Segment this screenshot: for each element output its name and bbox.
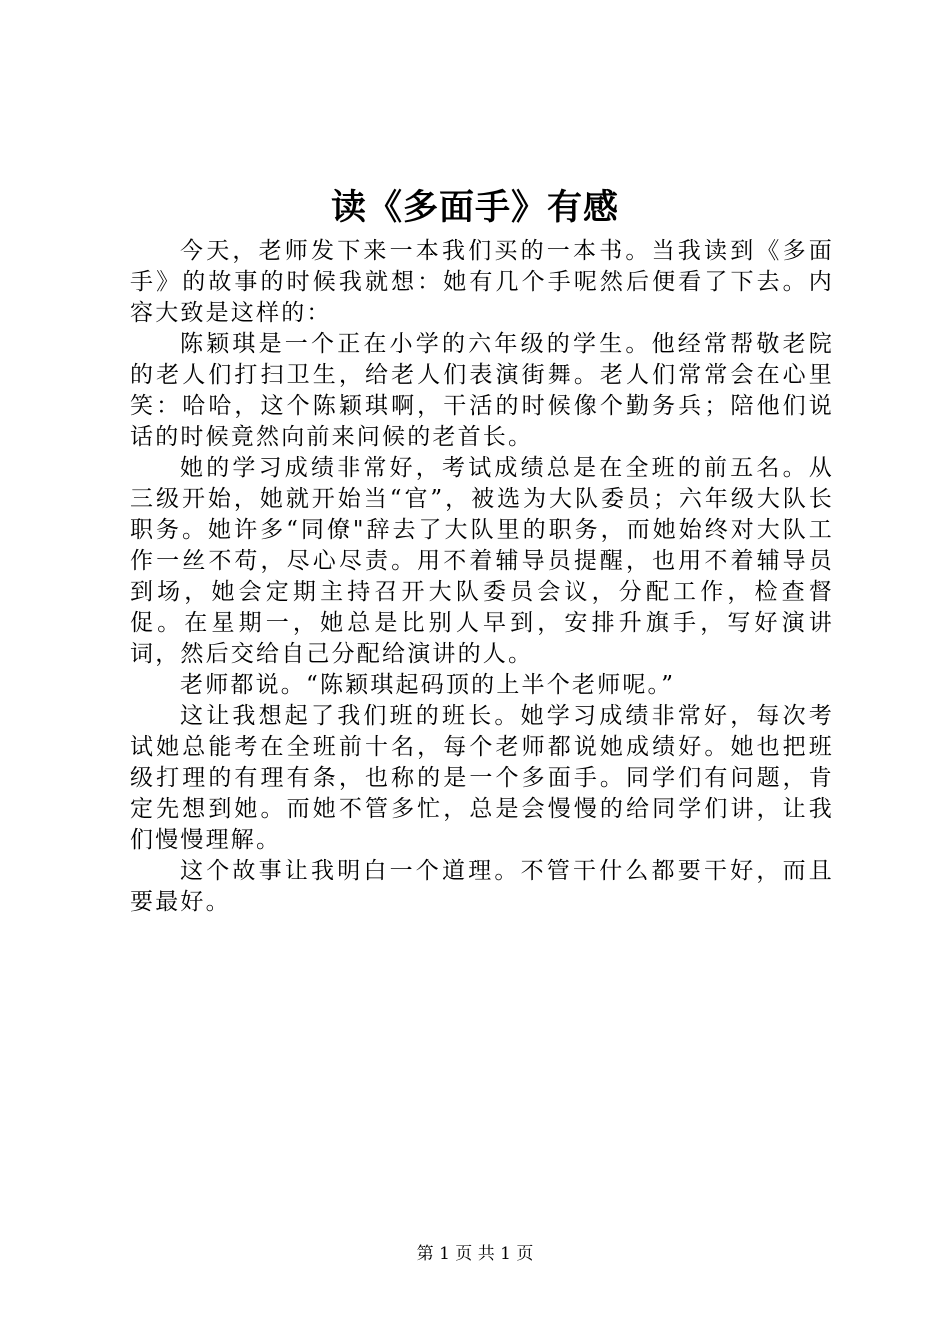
document-title: 读《多面手》有感 [330, 187, 619, 228]
paragraph: 老师都说。“陈颖琪起码顶的上半个老师呢。” [180, 672, 676, 698]
page-footer: 第 1 页 共 1 页 [416, 1244, 534, 1264]
paragraph: 陈颖琪是一个正在小学的六年级的学生。他经常帮敬老院的老人们打扫卫生，给老人们表演街舞。老人们常常会在心里笑：哈哈，这个陈颖琪啊，干活的时候像个勤务兵；陪他们说话的时候竟然向前来问候的老首长。 [130, 331, 834, 450]
paragraph: 她的学习成绩非常好，考试成绩总是在全班的前五名。从三级开始，她就开始当“官”，被选为大队委员；六年级大队长职务。她许多“同僚"辞去了大队里的职务，而她始终对大队工作一丝不苟，尽心尽责。用不着辅导员提醒，也用不着辅导员到场，她会定期主持召开大队委员会议，分配工作，检查督促。在星期一，她总是比别人早到，安排升旗手，写好演讲词，然后交给自己分配给演讲的人。 [130, 455, 834, 667]
paragraph: 今天，老师发下来一本我们买的一本书。当我读到《多面手》的故事的时候我就想：她有几个手呢然后便看了下去。内容大致是这样的： [130, 238, 834, 326]
document-body [130, 236, 834, 918]
paragraph: 这个故事让我明白一个道理。不管干什么都要干好，而且要最好。 [130, 858, 834, 915]
paragraph: 这让我想起了我们班的班长。她学习成绩非常好，每次考试她总能考在全班前十名，每个老师都说她成绩好。她也把班级打理的有理有条，也称的是一个多面手。同学们有问题，肯定先想到她。而她不管多忙，总是会慢慢的给同学们讲，让我们慢慢理解。 [130, 703, 834, 853]
